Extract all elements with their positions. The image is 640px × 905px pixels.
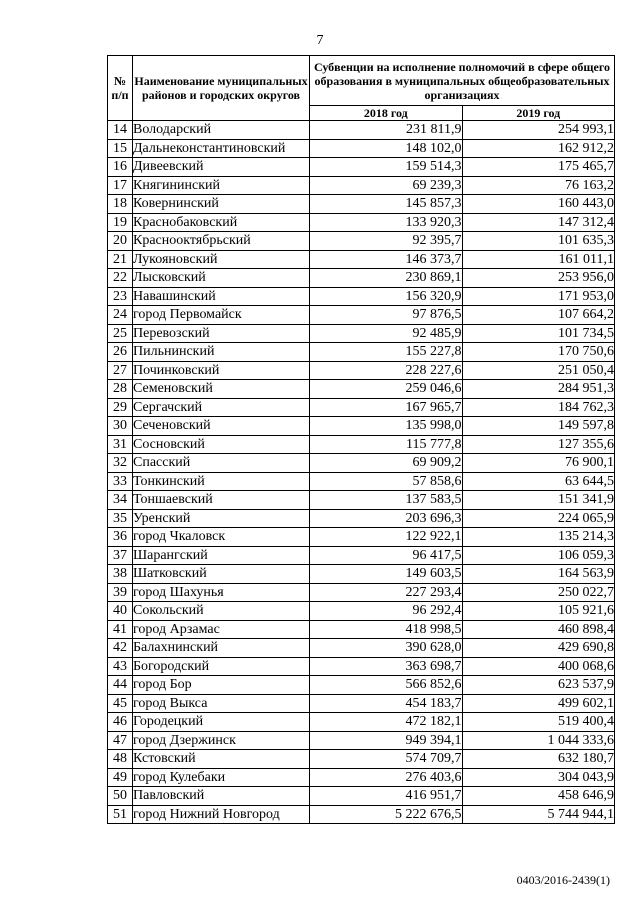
table-row bbox=[108, 213, 615, 232]
table-row bbox=[108, 491, 615, 510]
row-value-2018: 949 394,1 bbox=[310, 731, 463, 750]
row-number: 16 bbox=[108, 158, 133, 177]
row-value-2019: 224 065,9 bbox=[462, 509, 615, 528]
row-number: 48 bbox=[108, 750, 133, 769]
row-name: город Арзамас bbox=[133, 620, 310, 639]
row-name: Семеновский bbox=[133, 380, 310, 399]
table-row bbox=[108, 121, 615, 140]
row-value-2019: 171 953,0 bbox=[462, 287, 615, 306]
row-number: 33 bbox=[108, 472, 133, 491]
row-value-2018: 137 583,5 bbox=[310, 491, 463, 510]
table-row bbox=[108, 324, 615, 343]
row-value-2018: 122 922,1 bbox=[310, 528, 463, 547]
row-value-2019: 254 993,1 bbox=[462, 121, 615, 140]
row-name: Ковернинский bbox=[133, 195, 310, 214]
row-name: Уренский bbox=[133, 509, 310, 528]
row-value-2019: 1 044 333,6 bbox=[462, 731, 615, 750]
header-row bbox=[108, 56, 615, 106]
row-name: Богородский bbox=[133, 657, 310, 676]
row-name: Сеченовский bbox=[133, 417, 310, 436]
row-value-2019: 101 734,5 bbox=[462, 324, 615, 343]
row-value-2018: 145 857,3 bbox=[310, 195, 463, 214]
header-subvention: Субвенции на исполнение полномочий в сфере общего образования в муниципальных общеобразовательных организациях bbox=[310, 56, 615, 106]
row-name: город Бор bbox=[133, 676, 310, 695]
row-value-2018: 149 603,5 bbox=[310, 565, 463, 584]
row-value-2019: 284 951,3 bbox=[462, 380, 615, 399]
row-number: 32 bbox=[108, 454, 133, 473]
table-row bbox=[108, 787, 615, 806]
row-name: Сосновский bbox=[133, 435, 310, 454]
row-value-2019: 161 011,1 bbox=[462, 250, 615, 269]
row-number: 20 bbox=[108, 232, 133, 251]
row-value-2019: 623 537,9 bbox=[462, 676, 615, 695]
row-number: 37 bbox=[108, 546, 133, 565]
row-value-2019: 251 050,4 bbox=[462, 361, 615, 380]
row-value-2018: 574 709,7 bbox=[310, 750, 463, 769]
row-name: Володарский bbox=[133, 121, 310, 140]
row-number: 38 bbox=[108, 565, 133, 584]
row-value-2018: 228 227,6 bbox=[310, 361, 463, 380]
row-number: 28 bbox=[108, 380, 133, 399]
row-name: город Выкса bbox=[133, 694, 310, 713]
row-name: город Первомайск bbox=[133, 306, 310, 325]
row-number: 29 bbox=[108, 398, 133, 417]
row-name: Кстовский bbox=[133, 750, 310, 769]
row-value-2018: 148 102,0 bbox=[310, 139, 463, 158]
table-row bbox=[108, 287, 615, 306]
row-value-2019: 149 597,8 bbox=[462, 417, 615, 436]
row-value-2019: 253 956,0 bbox=[462, 269, 615, 288]
row-value-2018: 159 514,3 bbox=[310, 158, 463, 177]
row-number: 41 bbox=[108, 620, 133, 639]
table-row bbox=[108, 565, 615, 584]
table-row bbox=[108, 805, 615, 824]
row-value-2018: 156 320,9 bbox=[310, 287, 463, 306]
header-year-2019: 2019 год bbox=[462, 106, 615, 121]
row-number: 19 bbox=[108, 213, 133, 232]
row-value-2018: 155 227,8 bbox=[310, 343, 463, 362]
row-number: 17 bbox=[108, 176, 133, 195]
table-row bbox=[108, 731, 615, 750]
row-number: 39 bbox=[108, 583, 133, 602]
row-number: 30 bbox=[108, 417, 133, 436]
row-value-2019: 127 355,6 bbox=[462, 435, 615, 454]
row-number: 23 bbox=[108, 287, 133, 306]
row-value-2019: 5 744 944,1 bbox=[462, 805, 615, 824]
row-value-2019: 105 921,6 bbox=[462, 602, 615, 621]
row-value-2019: 175 465,7 bbox=[462, 158, 615, 177]
row-name: Навашинский bbox=[133, 287, 310, 306]
row-number: 36 bbox=[108, 528, 133, 547]
row-value-2019: 151 341,9 bbox=[462, 491, 615, 510]
row-value-2018: 69 239,3 bbox=[310, 176, 463, 195]
row-name: Сокольский bbox=[133, 602, 310, 621]
row-value-2019: 519 400,4 bbox=[462, 713, 615, 732]
table-row bbox=[108, 176, 615, 195]
row-name: Павловский bbox=[133, 787, 310, 806]
row-name: Шарангский bbox=[133, 546, 310, 565]
row-number: 15 bbox=[108, 139, 133, 158]
row-value-2019: 76 163,2 bbox=[462, 176, 615, 195]
row-value-2018: 133 920,3 bbox=[310, 213, 463, 232]
table-row bbox=[108, 361, 615, 380]
table-row bbox=[108, 528, 615, 547]
row-value-2018: 57 858,6 bbox=[310, 472, 463, 491]
row-value-2018: 231 811,9 bbox=[310, 121, 463, 140]
table-row bbox=[108, 417, 615, 436]
row-value-2018: 135 998,0 bbox=[310, 417, 463, 436]
row-name: Сергачский bbox=[133, 398, 310, 417]
row-number: 18 bbox=[108, 195, 133, 214]
row-value-2019: 160 443,0 bbox=[462, 195, 615, 214]
row-name: Княгининский bbox=[133, 176, 310, 195]
row-value-2018: 5 222 676,5 bbox=[310, 805, 463, 824]
row-name: Лысковский bbox=[133, 269, 310, 288]
row-name: город Кулебаки bbox=[133, 768, 310, 787]
table-row bbox=[108, 435, 615, 454]
row-number: 22 bbox=[108, 269, 133, 288]
row-value-2018: 472 182,1 bbox=[310, 713, 463, 732]
table-row bbox=[108, 639, 615, 658]
table-row bbox=[108, 657, 615, 676]
table-header bbox=[108, 56, 615, 121]
row-name: Спасский bbox=[133, 454, 310, 473]
row-value-2018: 97 876,5 bbox=[310, 306, 463, 325]
table-row bbox=[108, 768, 615, 787]
row-value-2018: 363 698,7 bbox=[310, 657, 463, 676]
row-value-2019: 164 563,9 bbox=[462, 565, 615, 584]
table-row bbox=[108, 158, 615, 177]
row-name: Дальнеконстантиновский bbox=[133, 139, 310, 158]
row-value-2018: 566 852,6 bbox=[310, 676, 463, 695]
row-number: 25 bbox=[108, 324, 133, 343]
table-row bbox=[108, 454, 615, 473]
row-value-2019: 107 664,2 bbox=[462, 306, 615, 325]
row-value-2018: 69 909,2 bbox=[310, 454, 463, 473]
row-name: Починковский bbox=[133, 361, 310, 380]
row-name: Краснооктябрьский bbox=[133, 232, 310, 251]
header-number: № п/п bbox=[108, 56, 133, 121]
row-value-2018: 96 417,5 bbox=[310, 546, 463, 565]
row-name: Городецкий bbox=[133, 713, 310, 732]
row-number: 35 bbox=[108, 509, 133, 528]
row-value-2019: 162 912,2 bbox=[462, 139, 615, 158]
row-value-2018: 418 998,5 bbox=[310, 620, 463, 639]
row-value-2019: 147 312,4 bbox=[462, 213, 615, 232]
row-value-2018: 96 292,4 bbox=[310, 602, 463, 621]
row-name: Балахнинский bbox=[133, 639, 310, 658]
row-name: Краснобаковский bbox=[133, 213, 310, 232]
row-number: 24 bbox=[108, 306, 133, 325]
table-row bbox=[108, 472, 615, 491]
row-number: 50 bbox=[108, 787, 133, 806]
row-value-2019: 76 900,1 bbox=[462, 454, 615, 473]
table-row bbox=[108, 343, 615, 362]
table-body bbox=[108, 121, 615, 824]
row-number: 46 bbox=[108, 713, 133, 732]
table-row bbox=[108, 713, 615, 732]
row-value-2019: 460 898,4 bbox=[462, 620, 615, 639]
row-value-2018: 203 696,3 bbox=[310, 509, 463, 528]
header-name: Наименование муниципальных районов и городских округов bbox=[133, 56, 310, 121]
row-value-2019: 429 690,8 bbox=[462, 639, 615, 658]
row-number: 44 bbox=[108, 676, 133, 695]
row-number: 21 bbox=[108, 250, 133, 269]
row-value-2018: 390 628,0 bbox=[310, 639, 463, 658]
row-number: 49 bbox=[108, 768, 133, 787]
row-value-2019: 101 635,3 bbox=[462, 232, 615, 251]
row-name: город Чкаловск bbox=[133, 528, 310, 547]
row-number: 51 bbox=[108, 805, 133, 824]
row-value-2018: 167 965,7 bbox=[310, 398, 463, 417]
row-value-2018: 259 046,6 bbox=[310, 380, 463, 399]
row-name: Шатковский bbox=[133, 565, 310, 584]
row-value-2018: 115 777,8 bbox=[310, 435, 463, 454]
row-value-2018: 416 951,7 bbox=[310, 787, 463, 806]
row-value-2019: 170 750,6 bbox=[462, 343, 615, 362]
row-value-2018: 276 403,6 bbox=[310, 768, 463, 787]
table-row bbox=[108, 694, 615, 713]
row-value-2019: 304 043,9 bbox=[462, 768, 615, 787]
row-name: Перевозский bbox=[133, 324, 310, 343]
table-row bbox=[108, 306, 615, 325]
table-row bbox=[108, 269, 615, 288]
row-name: Тонкинский bbox=[133, 472, 310, 491]
row-number: 47 bbox=[108, 731, 133, 750]
row-value-2019: 400 068,6 bbox=[462, 657, 615, 676]
row-value-2018: 92 395,7 bbox=[310, 232, 463, 251]
table-row bbox=[108, 139, 615, 158]
row-value-2018: 227 293,4 bbox=[310, 583, 463, 602]
row-number: 31 bbox=[108, 435, 133, 454]
table-row bbox=[108, 583, 615, 602]
row-value-2019: 499 602,1 bbox=[462, 694, 615, 713]
row-number: 34 bbox=[108, 491, 133, 510]
row-name: город Шахунья bbox=[133, 583, 310, 602]
row-value-2018: 230 869,1 bbox=[310, 269, 463, 288]
row-value-2019: 632 180,7 bbox=[462, 750, 615, 769]
row-value-2019: 458 646,9 bbox=[462, 787, 615, 806]
row-name: Лукояновский bbox=[133, 250, 310, 269]
row-number: 43 bbox=[108, 657, 133, 676]
row-value-2018: 454 183,7 bbox=[310, 694, 463, 713]
table-row bbox=[108, 232, 615, 251]
row-value-2018: 146 373,7 bbox=[310, 250, 463, 269]
table-row bbox=[108, 250, 615, 269]
row-name: город Нижний Новгород bbox=[133, 805, 310, 824]
page-number: 7 bbox=[316, 33, 324, 48]
table-row bbox=[108, 195, 615, 214]
row-number: 14 bbox=[108, 121, 133, 140]
table-row bbox=[108, 380, 615, 399]
row-number: 27 bbox=[108, 361, 133, 380]
header-year-2018: 2018 год bbox=[310, 106, 463, 121]
row-value-2019: 250 022,7 bbox=[462, 583, 615, 602]
table-row bbox=[108, 398, 615, 417]
row-value-2019: 135 214,3 bbox=[462, 528, 615, 547]
table-row bbox=[108, 750, 615, 769]
row-number: 40 bbox=[108, 602, 133, 621]
row-value-2019: 184 762,3 bbox=[462, 398, 615, 417]
document-code: 0403/2016-2439(1) bbox=[516, 873, 610, 887]
table-row bbox=[108, 509, 615, 528]
row-value-2019: 63 644,5 bbox=[462, 472, 615, 491]
table-row bbox=[108, 602, 615, 621]
row-number: 45 bbox=[108, 694, 133, 713]
row-name: Дивеевский bbox=[133, 158, 310, 177]
table-row bbox=[108, 546, 615, 565]
row-name: город Дзержинск bbox=[133, 731, 310, 750]
table-row bbox=[108, 620, 615, 639]
row-number: 26 bbox=[108, 343, 133, 362]
subvention-table bbox=[107, 55, 615, 824]
row-value-2018: 92 485,9 bbox=[310, 324, 463, 343]
row-name: Тоншаевский bbox=[133, 491, 310, 510]
row-number: 42 bbox=[108, 639, 133, 658]
table-row bbox=[108, 676, 615, 695]
row-value-2019: 106 059,3 bbox=[462, 546, 615, 565]
row-name: Пильнинский bbox=[133, 343, 310, 362]
